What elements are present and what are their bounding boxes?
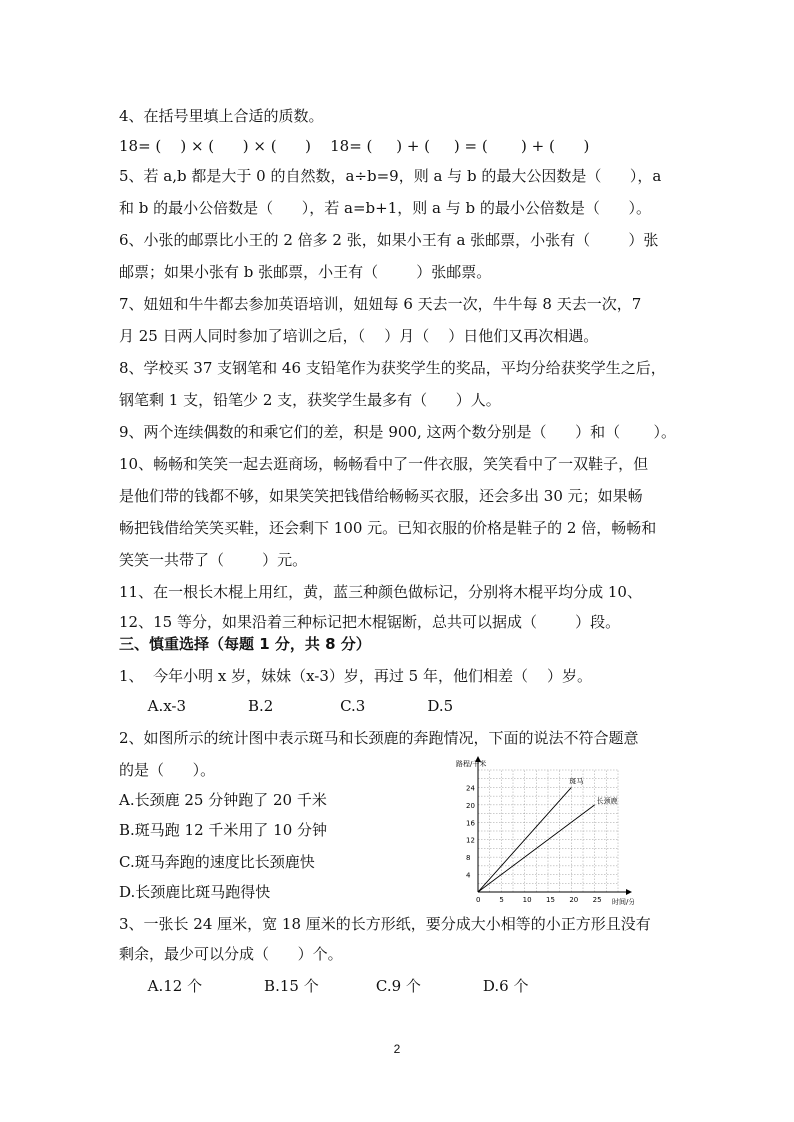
- choice-line: A.x-3 B.2 C.3 D.5: [119, 697, 454, 715]
- choice-line: 的是（ ）。: [119, 761, 216, 779]
- choice-line: B.斑马跑 12 千米用了 10 分钟: [119, 821, 328, 839]
- choice-line: 剩余，最少可以分成（ ）个。: [119, 945, 343, 963]
- y-tick-label: 12: [466, 836, 475, 845]
- choice-line: A.长颈鹿 25 分钟跑了 20 千米: [119, 791, 327, 809]
- question-line: 8、学校买 37 支钢笔和 46 支铅笔作为获奖学生的奖品，平均分给获奖学生之后，: [119, 359, 666, 377]
- question-line: 钢笔剩 1 支，铅笔少 2 支，获奖学生最多有（ ）人。: [119, 391, 501, 409]
- y-tick-label: 8: [466, 854, 471, 863]
- x-axis-label: 时间/分: [612, 898, 634, 906]
- choice-line: A.12 个 B.15 个 C.9 个 D.6 个: [119, 977, 529, 995]
- section-title: 三、慎重选择（每题 1 分，共 8 分）: [119, 635, 371, 653]
- question-line: 10、畅畅和笑笑一起去逛商场，畅畅看中了一件衣服，笑笑看中了一双鞋子，但: [119, 455, 649, 473]
- y-axis-label: 路程/千米: [456, 760, 487, 768]
- question-line: 6、小张的邮票比小王的 2 倍多 2 张，如果小王有 a 张邮票，小张有（ ）张: [119, 231, 659, 249]
- page-number: 2: [393, 1042, 401, 1056]
- question-line: 和 b 的最小公倍数是（ ），若 a=b+1，则 a 与 b 的最小公倍数是（ ）。: [119, 199, 651, 217]
- choice-line: 3、一张长 24 厘米，宽 18 厘米的长方形纸，要分成大小相等的小正方形且没有: [119, 915, 651, 933]
- y-tick-label: 4: [466, 871, 471, 880]
- question-line: 是他们带的钱都不够，如果笑笑把钱借给畅畅买衣服，还会多出 30 元；如果畅: [119, 487, 643, 505]
- y-tick-label: 16: [466, 819, 475, 828]
- choice-line: C.斑马奔跑的速度比长颈鹿快: [119, 853, 315, 871]
- question-line: 笑笑一共带了（ ）元。: [119, 551, 308, 569]
- question-line: 5、若 a,b 都是大于 0 的自然数，a÷b=9，则 a 与 b 的最大公因数是（ ），a: [119, 167, 662, 185]
- series-label: 长颈鹿: [596, 796, 618, 805]
- x-tick-label: 0: [476, 896, 481, 904]
- chart-svg: [452, 756, 634, 908]
- question-line: 7、妞妞和牛牛都去参加英语培训，妞妞每 6 天去一次，牛牛每 8 天去一次，7: [119, 295, 642, 313]
- question-line: 11、在一根长木棍上用红，黄，蓝三种颜色做标记，分别将木棍平均分成 10、: [119, 583, 642, 601]
- choice-line: D.长颈鹿比斑马跑得快: [119, 883, 271, 901]
- question-line: 4、在括号里填上合适的质数。: [119, 107, 324, 125]
- choice-line: 2、如图所示的统计图中表示斑马和长颈鹿的奔跑情况，下面的说法不符合题意: [119, 729, 639, 747]
- question-line: 12、15 等分，如果沿着三种标记把木棍锯断，总共可以据成（ ）段。: [119, 613, 621, 631]
- y-tick-label: 24: [466, 784, 475, 793]
- choice-line: 1、 今年小明 x 岁，妹妹（x-3）岁，再过 5 年，他们相差（ ）岁。: [119, 667, 593, 685]
- x-axis-arrow: [626, 889, 632, 895]
- x-tick-label: 20: [569, 896, 579, 904]
- x-tick-label: 25: [592, 896, 602, 904]
- question-line: 畅把钱借给笑笑买鞋，还会剩下 100 元。已知衣服的价格是鞋子的 2 倍，畅畅和: [119, 519, 657, 537]
- question-line: 月 25 日两人同时参加了培训之后，（ ）月（ ）日他们又再次相遇。: [119, 327, 599, 345]
- speed-chart: [452, 756, 634, 908]
- question-line: 邮票；如果小张有 b 张邮票，小王有（ ）张邮票。: [119, 263, 492, 281]
- x-tick-label: 10: [522, 896, 532, 904]
- question-line: 18= ( ) × ( ) × ( ) 18= ( ) + ( ) = ( ) + ( ): [119, 137, 590, 155]
- y-tick-label: 20: [466, 801, 475, 810]
- x-tick-label: 5: [499, 896, 504, 904]
- series-label: 斑马: [569, 777, 584, 786]
- question-line: 9、两个连续偶数的和乘它们的差，积是 900, 这两个数分别是（ ）和（ ）。: [119, 423, 676, 441]
- x-tick-label: 15: [546, 896, 555, 904]
